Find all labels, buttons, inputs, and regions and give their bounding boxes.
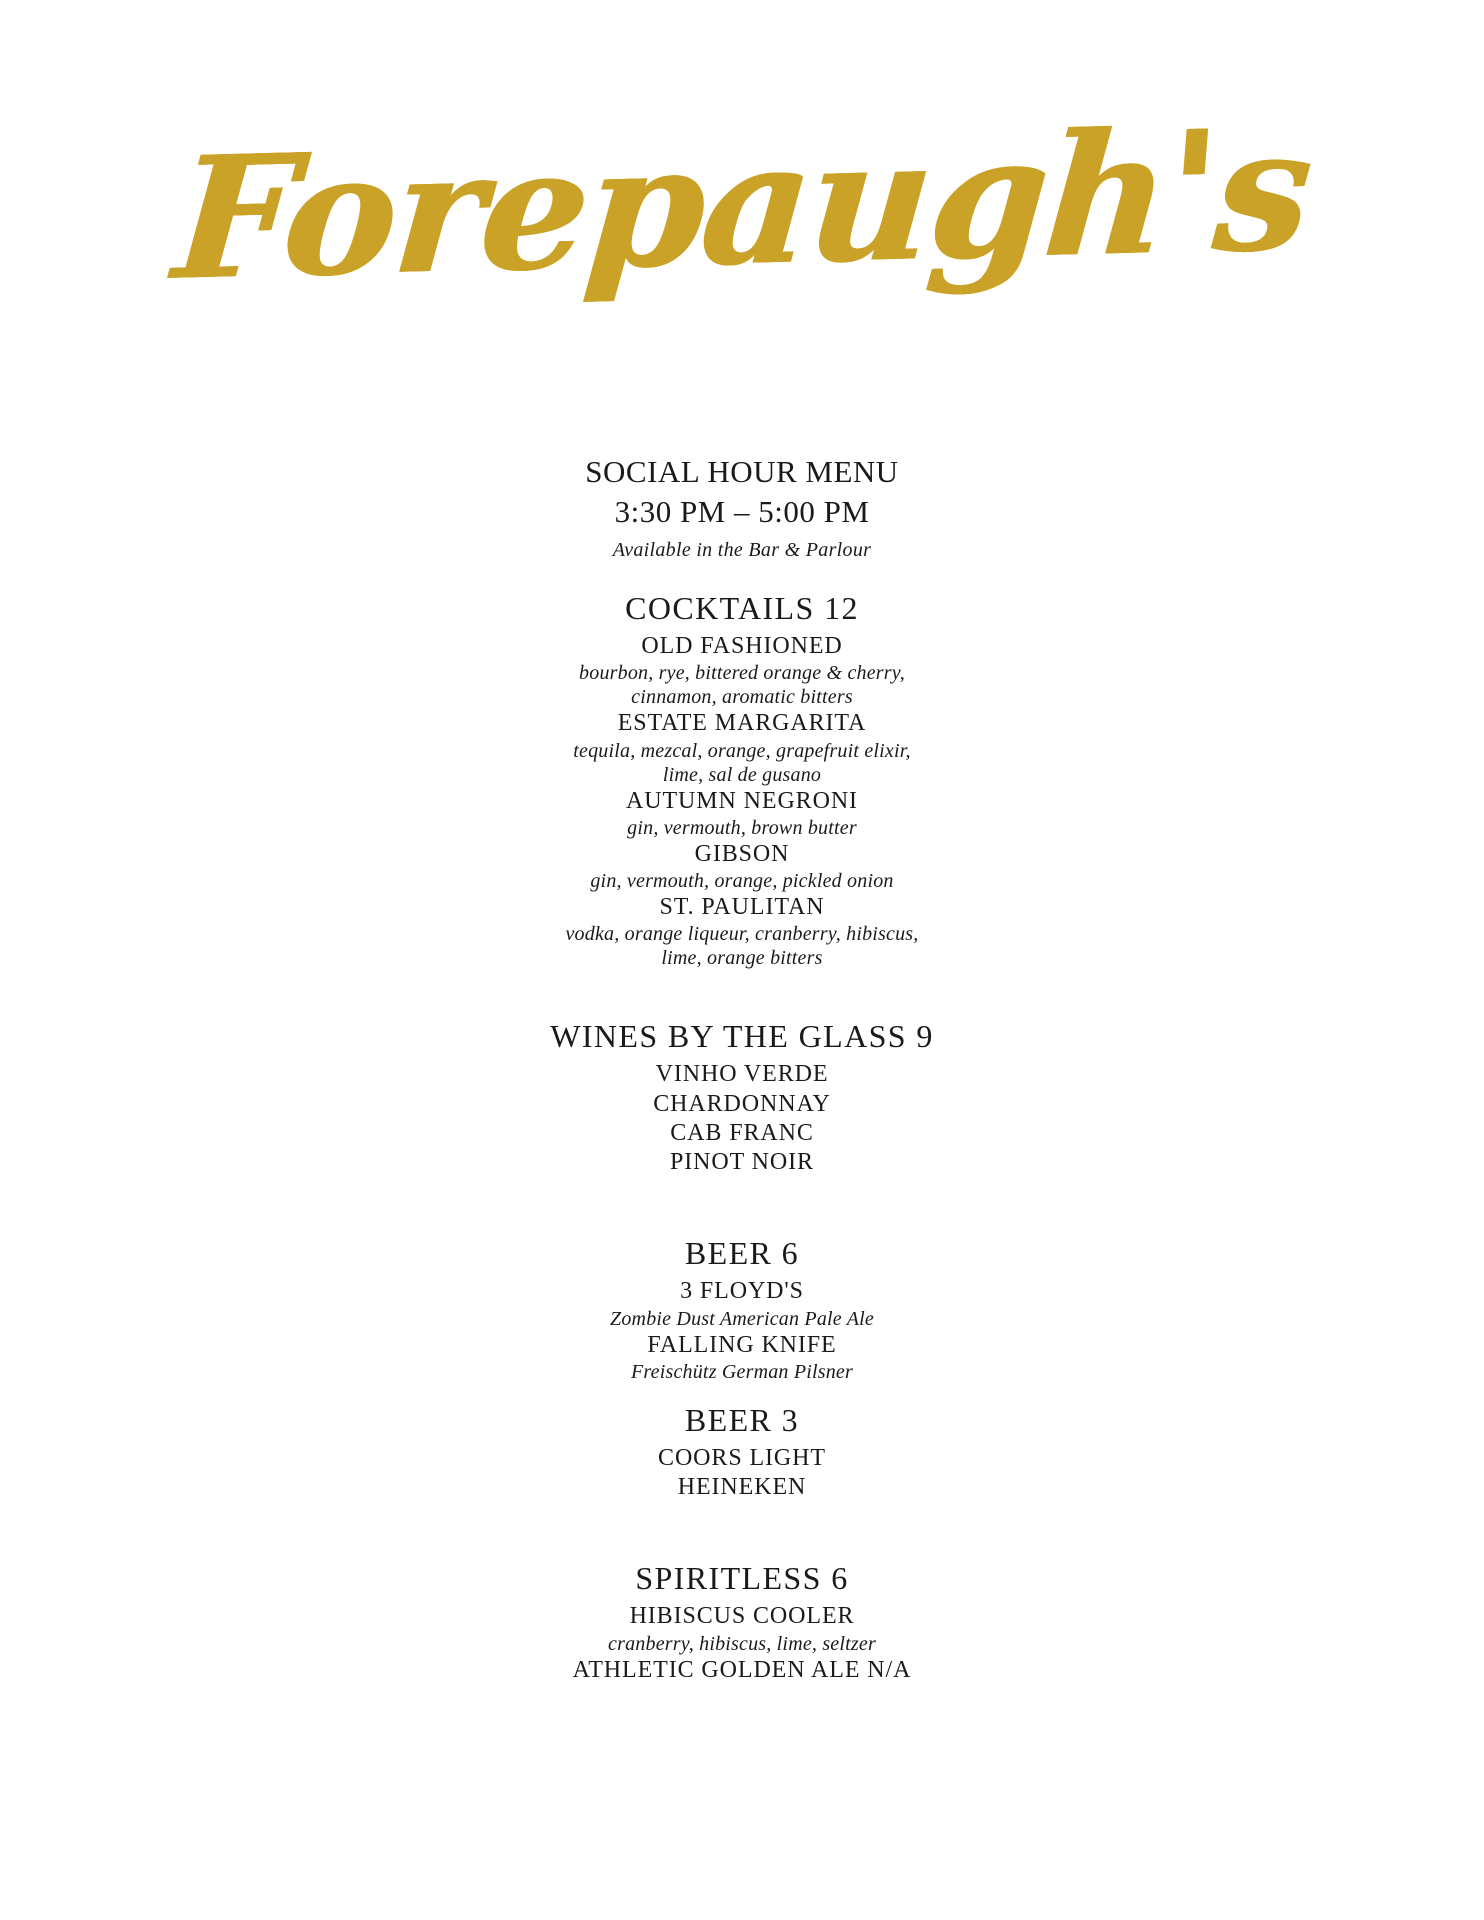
section-heading: SPIRITLESS 6 xyxy=(635,1560,849,1597)
menu-hours: 3:30 PM – 5:00 PM xyxy=(614,494,870,530)
menu-item xyxy=(0,632,1484,709)
menu-item-description: Zombie Dust American Pale Ale xyxy=(610,1307,874,1330)
brand-logo xyxy=(0,90,1484,318)
menu-item xyxy=(0,1331,1484,1384)
menu-section xyxy=(0,1016,1484,1177)
menu-item xyxy=(0,1119,1484,1148)
menu-item-name: GIBSON xyxy=(694,840,790,867)
menu-item-name: FALLING KNIFE xyxy=(647,1331,837,1358)
menu-item xyxy=(0,1090,1484,1119)
menu-item-name: HEINEKEN xyxy=(677,1474,807,1501)
menu-availability-note: Available in the Bar & Parlour xyxy=(612,538,872,561)
menu-item-description: bourbon, rye, bittered orange & cherry, cinnamon, aromatic bitters xyxy=(579,662,905,709)
menu-item xyxy=(0,1148,1484,1177)
section-heading: WINES BY THE GLASS 9 xyxy=(550,1018,934,1055)
section-heading: COCKTAILS 12 xyxy=(625,590,859,626)
menu-item-description: gin, vermouth, orange, pickled onion xyxy=(590,870,894,893)
menu-item-name: AUTUMN NEGRONI xyxy=(626,787,858,814)
menu-item-name: HIBISCUS COOLER xyxy=(629,1603,855,1630)
menu-section xyxy=(0,1233,1484,1384)
menu-header xyxy=(0,452,1484,562)
menu-item-description: vodka, orange liqueur, cranberry, hibiscus, lime, orange bitters xyxy=(565,923,919,970)
menu-item xyxy=(0,1277,1484,1330)
menu-section xyxy=(0,1558,1484,1685)
menu-item-name: PINOT NOIR xyxy=(670,1149,814,1176)
menu-item-description: Freischütz German Pilsner xyxy=(630,1360,853,1383)
menu-item xyxy=(0,893,1484,970)
menu-item-name: 3 FLOYD'S xyxy=(680,1278,804,1305)
menu-item-name: ESTATE MARGARITA xyxy=(617,710,867,737)
section-heading: BEER 3 xyxy=(684,1401,800,1438)
menu-item xyxy=(0,709,1484,786)
menu-item xyxy=(0,1444,1484,1473)
menu-item-description: cranberry, hibiscus, lime, seltzer xyxy=(608,1632,876,1655)
menu-item-name: CHARDONNAY xyxy=(653,1090,831,1117)
section-heading: BEER 6 xyxy=(684,1235,800,1272)
section-spacer xyxy=(0,1177,1484,1233)
menu-item xyxy=(0,840,1484,893)
menu-item xyxy=(0,1473,1484,1502)
menu-section xyxy=(0,1400,1484,1503)
menu-item xyxy=(0,787,1484,840)
page-title: SOCIAL HOUR MENU xyxy=(585,454,899,489)
menu-item-name: VINHO VERDE xyxy=(655,1061,829,1088)
menu-sections xyxy=(0,588,1484,1685)
menu-item-name: CAB FRANC xyxy=(670,1119,814,1146)
menu-item-name: COORS LIGHT xyxy=(658,1444,826,1471)
menu-item-name: OLD FASHIONED xyxy=(641,633,843,659)
menu-item xyxy=(0,1656,1484,1685)
menu-item xyxy=(0,1060,1484,1089)
menu-item xyxy=(0,1602,1484,1655)
menu-item-description: tequila, mezcal, orange, grapefruit elixir, lime, sal de gusano xyxy=(573,739,911,786)
section-spacer xyxy=(0,970,1484,1016)
menu-item-name: ATHLETIC GOLDEN ALE N/A xyxy=(572,1656,912,1683)
menu-section xyxy=(0,588,1484,970)
menu-item-description: gin, vermouth, brown butter xyxy=(627,816,857,839)
section-spacer xyxy=(0,1502,1484,1558)
menu-item-name: ST. PAULITAN xyxy=(659,894,825,921)
section-spacer xyxy=(0,1384,1484,1400)
brand-logo-text: Forepaugh's xyxy=(168,90,1316,318)
